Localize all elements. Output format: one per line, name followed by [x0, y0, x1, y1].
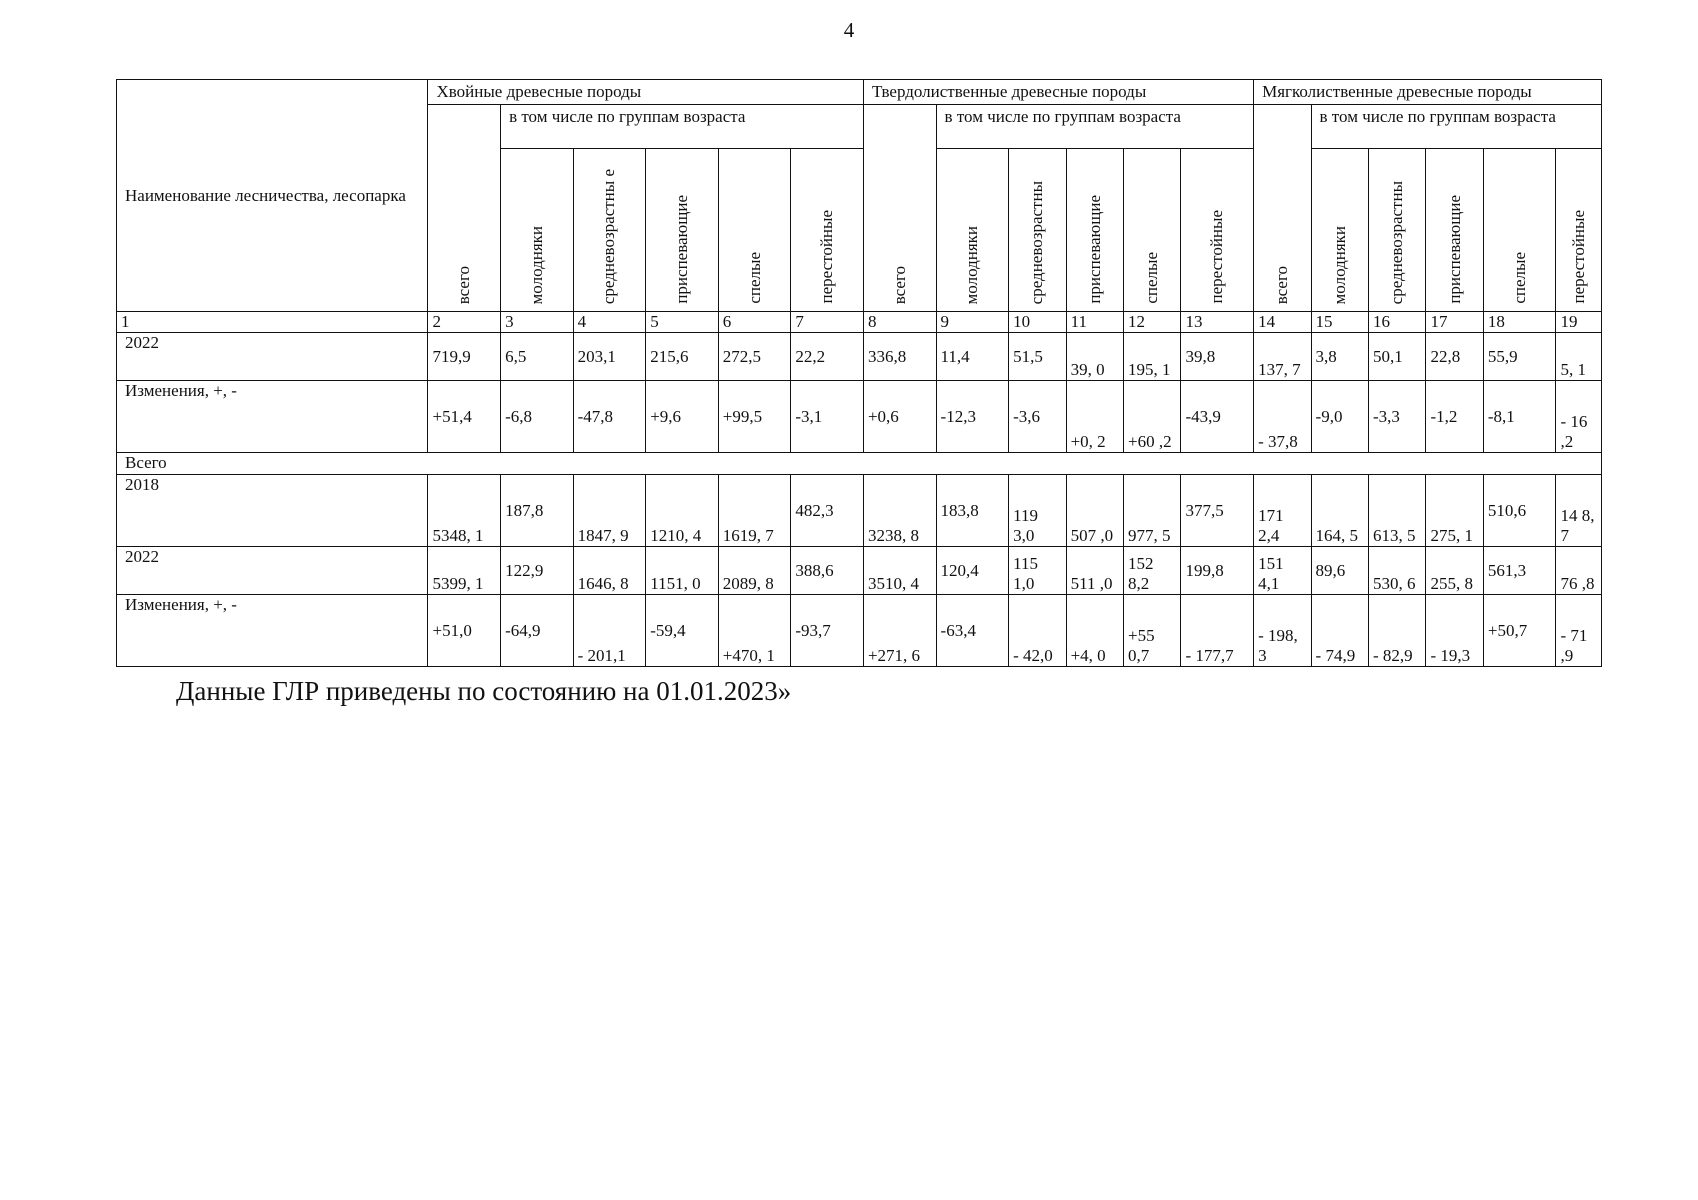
data-cell: 1847, 9 [573, 475, 646, 547]
data-cell: 5399, 1 [428, 547, 501, 595]
data-cell: -9,0 [1311, 381, 1368, 453]
column-header-label: спелые [1509, 252, 1529, 304]
data-cell: +0, 2 [1066, 381, 1123, 453]
vertical-column-header [1124, 149, 1181, 312]
data-cell: 1151, 0 [646, 547, 719, 595]
column-header-label: приспевающие [1444, 195, 1464, 304]
data-cell: 510,6 [1483, 475, 1556, 547]
data-cell: +0,6 [863, 381, 936, 453]
data-cell: -64,9 [501, 595, 574, 667]
column-number: 13 [1181, 312, 1254, 333]
data-cell: 561,3 [1483, 547, 1556, 595]
vertical-column-header [1066, 149, 1123, 312]
data-cell: -59,4 [646, 595, 719, 667]
data-cell: - 74,9 [1311, 595, 1368, 667]
column-number: 11 [1066, 312, 1123, 333]
group-header: Хвойные древесные породы [428, 80, 863, 105]
data-cell: 977, 5 [1124, 475, 1181, 547]
column-number: 2 [428, 312, 501, 333]
vertical-column-header [1556, 149, 1602, 312]
column-number: 10 [1009, 312, 1066, 333]
data-cell: 5, 1 [1556, 333, 1602, 381]
data-cell: 76 ,8 [1556, 547, 1602, 595]
data-cell: - 177,7 [1181, 595, 1254, 667]
data-cell: 275, 1 [1426, 475, 1483, 547]
vertical-column-header [501, 149, 574, 312]
data-cell: +50,7 [1483, 595, 1556, 667]
row-label: 2022 [117, 333, 428, 381]
column-header-label: всего [454, 265, 474, 304]
data-cell: +51,0 [428, 595, 501, 667]
data-cell: -3,3 [1368, 381, 1425, 453]
data-cell: 11,4 [936, 333, 1009, 381]
data-cell: 482,3 [791, 475, 864, 547]
vertical-column-header [936, 149, 1009, 312]
data-cell: +4, 0 [1066, 595, 1123, 667]
data-cell: 511 ,0 [1066, 547, 1123, 595]
data-cell: 613, 5 [1368, 475, 1425, 547]
column-header-label: молодняки [1329, 225, 1349, 304]
data-cell: 55,9 [1483, 333, 1556, 381]
column-header-label: молодняки [526, 225, 546, 304]
data-cell: - 198, 3 [1254, 595, 1311, 667]
data-cell: 122,9 [501, 547, 574, 595]
column-header-label: перестойные [1568, 210, 1588, 304]
vertical-column-header [1311, 149, 1368, 312]
vertical-column-header [1254, 105, 1311, 312]
data-cell: 89,6 [1311, 547, 1368, 595]
data-cell: +51,4 [428, 381, 501, 453]
column-number: 6 [718, 312, 791, 333]
data-cell: 530, 6 [1368, 547, 1425, 595]
vertical-column-header [718, 149, 791, 312]
data-cell: 719,9 [428, 333, 501, 381]
data-cell: 199,8 [1181, 547, 1254, 595]
column-header-label: приспевающие [1084, 195, 1104, 304]
data-cell: -47,8 [573, 381, 646, 453]
vertical-column-header [791, 149, 864, 312]
vertical-column-header [1483, 149, 1556, 312]
data-cell: 51,5 [1009, 333, 1066, 381]
data-cell: 195, 1 [1124, 333, 1181, 381]
row-label: Изменения, +, - [117, 595, 428, 667]
data-cell: 3510, 4 [863, 547, 936, 595]
data-cell: 137, 7 [1254, 333, 1311, 381]
column-header-label: всего [1272, 265, 1292, 304]
footer-note: Данные ГЛР приведены по состоянию на 01.01.2023» [176, 676, 792, 706]
data-cell: 215,6 [646, 333, 719, 381]
data-cell: 119 3,0 [1009, 475, 1066, 547]
data-cell: 120,4 [936, 547, 1009, 595]
data-cell: 1646, 8 [573, 547, 646, 595]
data-cell: +55 0,7 [1124, 595, 1181, 667]
column-header-label: перестойные [1207, 210, 1227, 304]
column-number: 9 [936, 312, 1009, 333]
data-cell: 151 4,1 [1254, 547, 1311, 595]
data-cell: - 42,0 [1009, 595, 1066, 667]
data-cell: - 19,3 [1426, 595, 1483, 667]
data-cell: - 82,9 [1368, 595, 1425, 667]
data-cell: 507 ,0 [1066, 475, 1123, 547]
data-cell: 2089, 8 [718, 547, 791, 595]
vertical-column-header [428, 105, 501, 312]
group-header: Мягколиственные древесные породы [1254, 80, 1602, 105]
data-cell: 388,6 [791, 547, 864, 595]
data-cell: 6,5 [501, 333, 574, 381]
data-cell: +470, 1 [718, 595, 791, 667]
forest-stock-table [116, 79, 1602, 667]
column-number: 3 [501, 312, 574, 333]
data-cell: - 37,8 [1254, 381, 1311, 453]
data-cell: 183,8 [936, 475, 1009, 547]
column-header-label: спелые [1142, 252, 1162, 304]
data-cell: -93,7 [791, 595, 864, 667]
column-header-label: средневозрастны е [599, 168, 619, 304]
data-cell: - 16 ,2 [1556, 381, 1602, 453]
data-cell: 203,1 [573, 333, 646, 381]
data-cell: -12,3 [936, 381, 1009, 453]
column-number: 1 [117, 312, 428, 333]
group-header: Твердолиственные древесные породы [863, 80, 1253, 105]
vertical-column-header [1368, 149, 1425, 312]
row-label: 2022 [117, 547, 428, 595]
row-label: Изменения, +, - [117, 381, 428, 453]
column-header-label: всего [889, 265, 909, 304]
data-cell: 115 1,0 [1009, 547, 1066, 595]
column-number: 5 [646, 312, 719, 333]
column-number: 8 [863, 312, 936, 333]
column-number: 18 [1483, 312, 1556, 333]
data-cell: -3,1 [791, 381, 864, 453]
vertical-column-header [1181, 149, 1254, 312]
data-cell: -6,8 [501, 381, 574, 453]
column-number: 7 [791, 312, 864, 333]
data-cell: +271, 6 [863, 595, 936, 667]
column-header-label: средневозрастны [1027, 180, 1047, 304]
age-group-subheader: в том числе по группам возраста [1311, 105, 1601, 149]
column-number: 19 [1556, 312, 1602, 333]
data-cell: - 201,1 [573, 595, 646, 667]
column-number: 15 [1311, 312, 1368, 333]
data-cell: -8,1 [1483, 381, 1556, 453]
data-cell: +9,6 [646, 381, 719, 453]
data-cell: 5348, 1 [428, 475, 501, 547]
vertical-column-header [1009, 149, 1066, 312]
data-cell: 272,5 [718, 333, 791, 381]
data-cell: -1,2 [1426, 381, 1483, 453]
data-cell: 14 8, 7 [1556, 475, 1602, 547]
vertical-column-header [1426, 149, 1483, 312]
data-cell: +60 ,2 [1124, 381, 1181, 453]
data-cell: 22,2 [791, 333, 864, 381]
column-number: 16 [1368, 312, 1425, 333]
vertical-column-header [646, 149, 719, 312]
data-cell: -63,4 [936, 595, 1009, 667]
data-cell: 164, 5 [1311, 475, 1368, 547]
age-group-subheader: в том числе по группам возраста [936, 105, 1254, 149]
name-column-header: Наименование лесничества, лесопарка [117, 80, 428, 312]
data-cell: 336,8 [863, 333, 936, 381]
data-cell: 3,8 [1311, 333, 1368, 381]
vertical-column-header [863, 105, 936, 312]
page-number: 4 [843, 18, 855, 42]
column-header-label: спелые [744, 252, 764, 304]
data-cell: 3238, 8 [863, 475, 936, 547]
data-cell: 1619, 7 [718, 475, 791, 547]
column-header-label: молодняки [962, 225, 982, 304]
column-header-label: перестойные [817, 210, 837, 304]
data-cell: 171 2,4 [1254, 475, 1311, 547]
data-cell: 39, 0 [1066, 333, 1123, 381]
column-number: 12 [1124, 312, 1181, 333]
data-cell: 39,8 [1181, 333, 1254, 381]
data-cell: 1210, 4 [646, 475, 719, 547]
vertical-column-header [573, 149, 646, 312]
data-cell: -43,9 [1181, 381, 1254, 453]
age-group-subheader: в том числе по группам возраста [501, 105, 864, 149]
section-label: Всего [117, 453, 1602, 475]
column-header-label: приспевающие [672, 195, 691, 304]
data-cell: 22,8 [1426, 333, 1483, 381]
data-cell: -3,6 [1009, 381, 1066, 453]
column-header-label: средневозрастны [1387, 180, 1407, 304]
row-label: 2018 [117, 475, 428, 547]
data-cell: - 71 ,9 [1556, 595, 1602, 667]
data-cell: 187,8 [501, 475, 574, 547]
data-cell: 377,5 [1181, 475, 1254, 547]
data-cell: 255, 8 [1426, 547, 1483, 595]
data-cell: +99,5 [718, 381, 791, 453]
data-cell: 152 8,2 [1124, 547, 1181, 595]
data-cell: 50,1 [1368, 333, 1425, 381]
column-number: 4 [573, 312, 646, 333]
column-number: 17 [1426, 312, 1483, 333]
column-number: 14 [1254, 312, 1311, 333]
